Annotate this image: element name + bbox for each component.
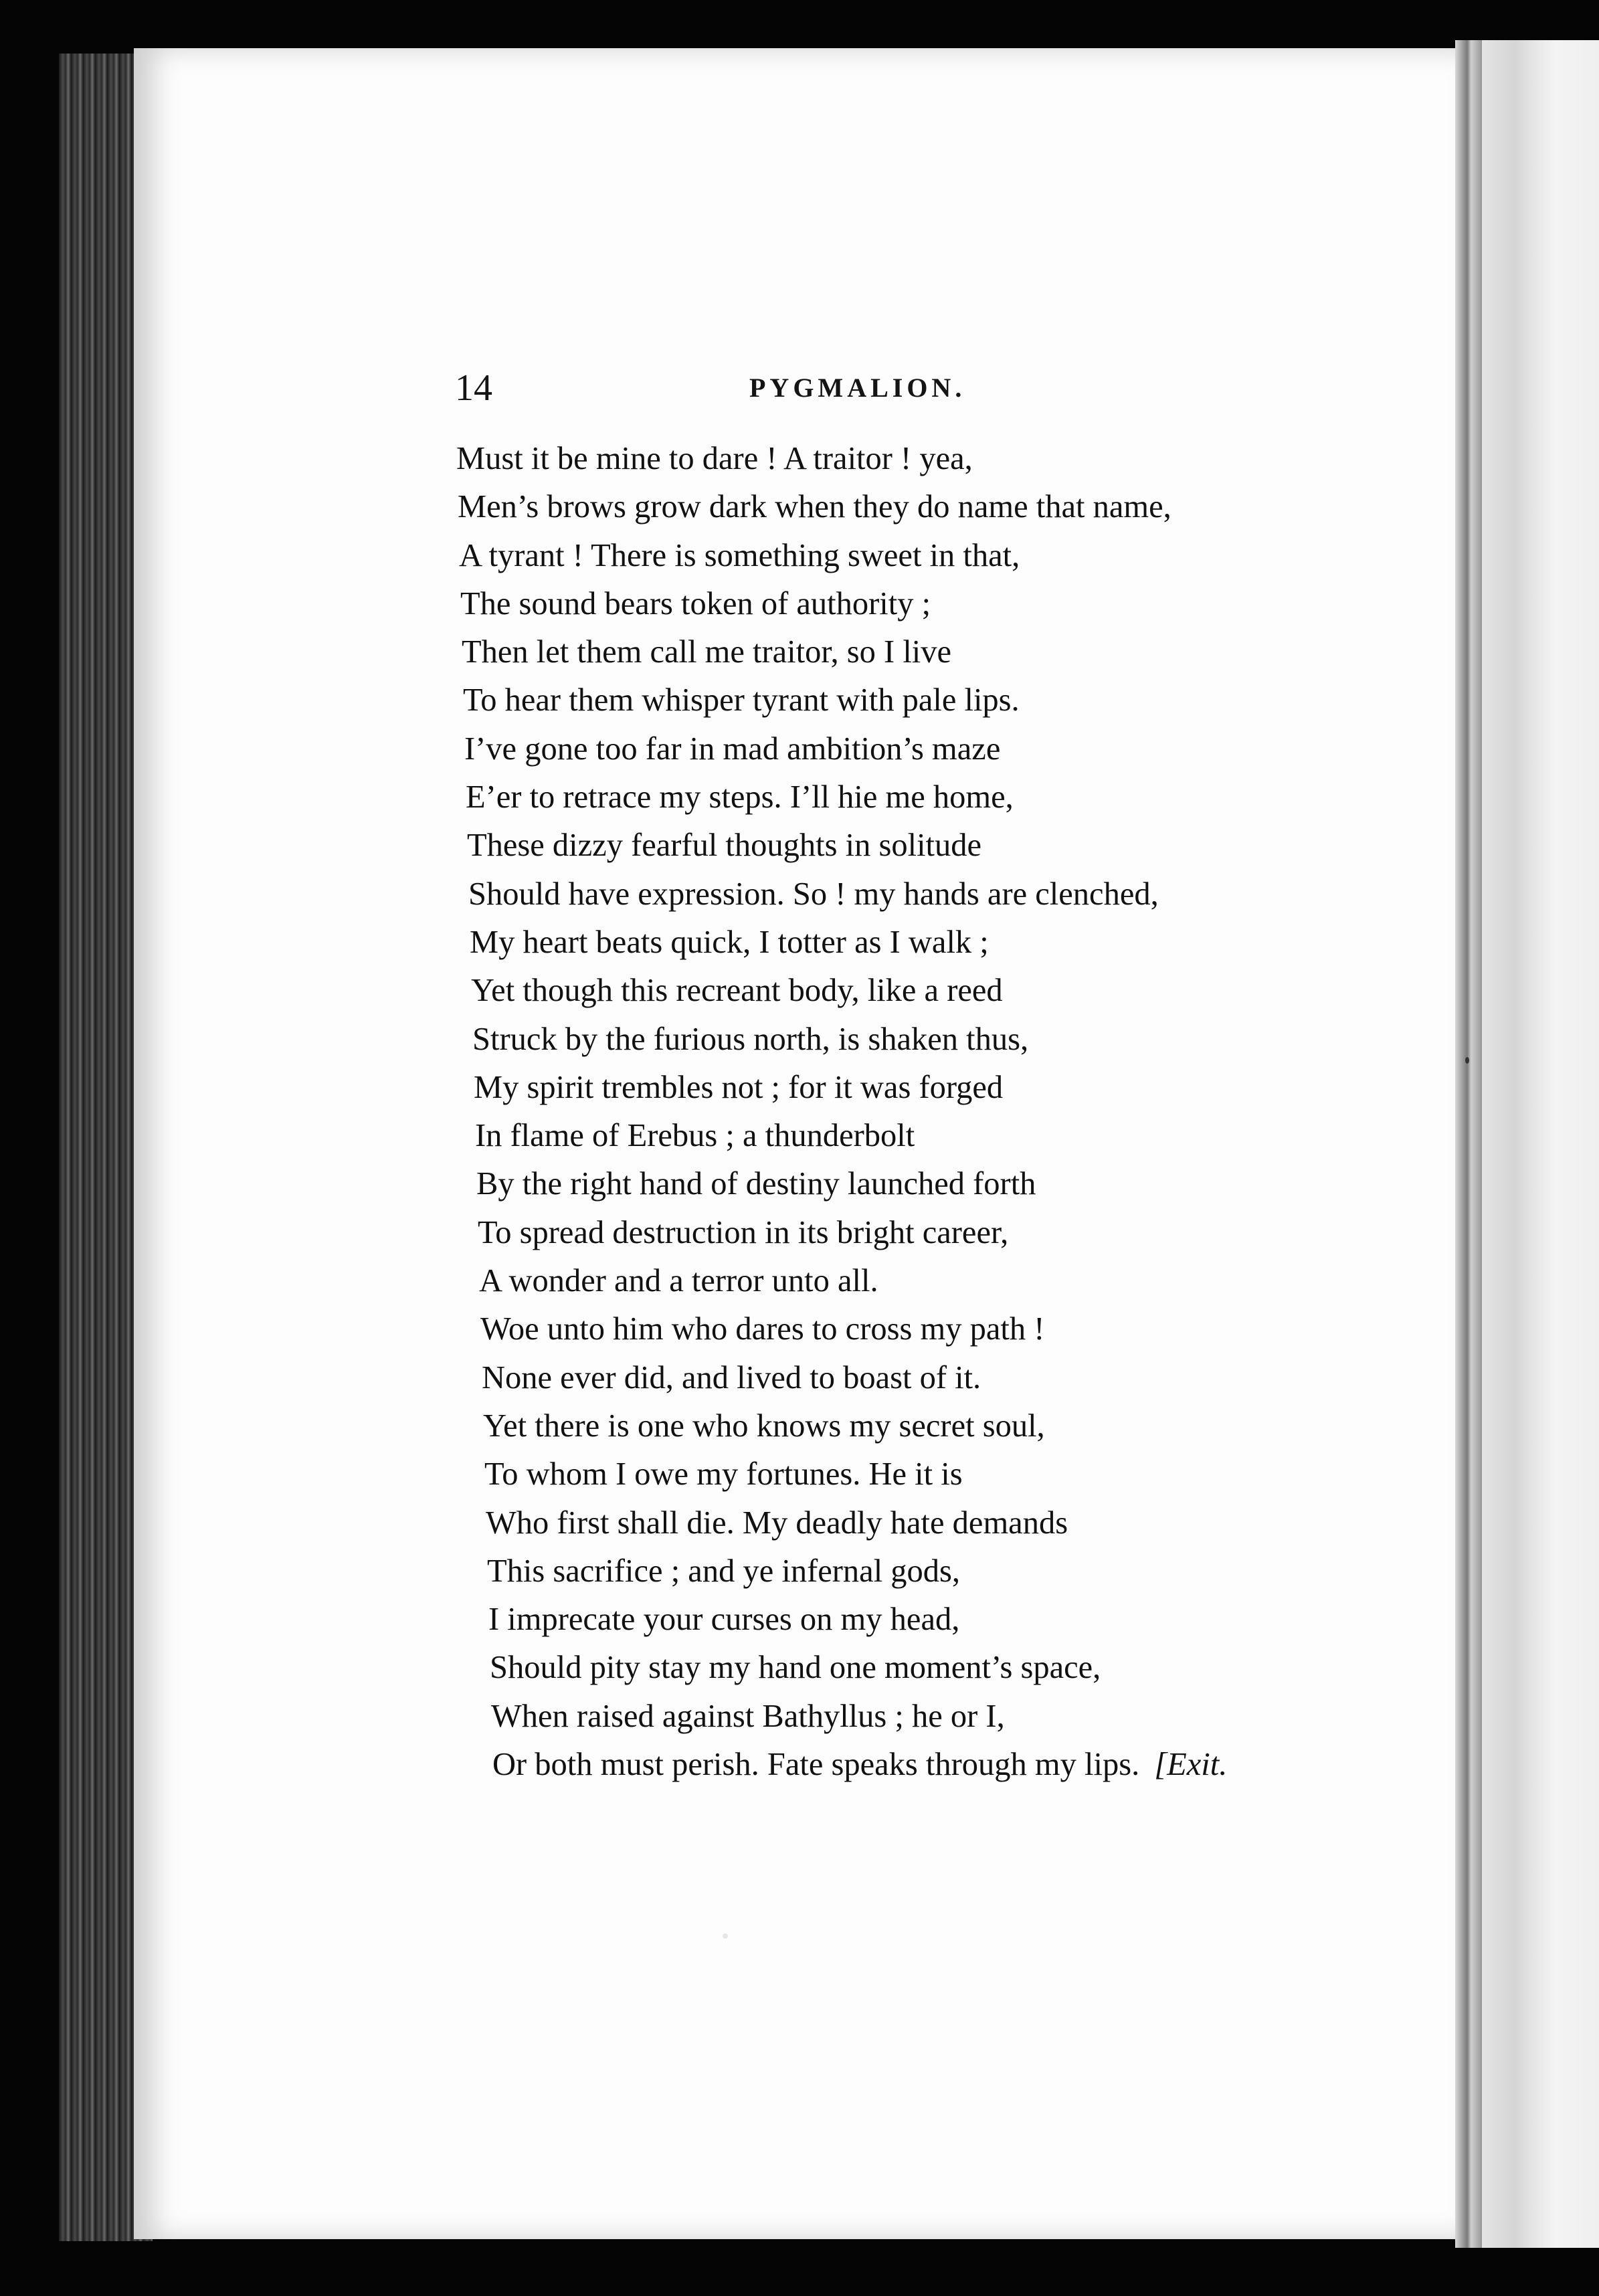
verse-line: By the right hand of destiny launched forth — [476, 1166, 1036, 1202]
verse-line: In flame of Erebus ; a thunderbolt — [475, 1118, 915, 1154]
verse-line: I imprecate your curses on my head, — [488, 1602, 960, 1638]
page-number: 14 — [455, 367, 492, 409]
paper-speck — [1465, 1057, 1469, 1064]
verse-line: The sound bears token of authority ; — [460, 585, 931, 621]
stage-direction-exit: [Exit. — [1154, 1747, 1228, 1783]
verse-line: Should pity stay my hand one moment’s space, — [490, 1650, 1101, 1686]
verse-line: My heart beats quick, I totter as I walk ; — [470, 924, 989, 960]
verse-line: Yet though this recreant body, like a reed — [471, 973, 1003, 1009]
running-title: PYGMALION. — [749, 373, 966, 403]
verse-line: Yet there is one who knows my secret soul, — [483, 1408, 1045, 1444]
verse-line: Must it be mine to dare ! A traitor ! yea, — [456, 441, 973, 476]
verse-line-text: Or both must perish. Fate speaks through my lips. — [492, 1747, 1140, 1783]
verse-line: None ever did, and lived to boast of it. — [482, 1359, 981, 1396]
adjacent-page-shadow — [1475, 40, 1556, 2248]
verse-line: Then let them call me traitor, so I live — [462, 634, 952, 670]
verse-line-final — [455, 1741, 1325, 1789]
verse-line: Who first shall die. My deadly hate demands — [486, 1505, 1068, 1541]
verse-line: To hear them whisper tyrant with pale lips. — [463, 682, 1020, 719]
verse-line: I’ve gone too far in mad ambition’s maze — [464, 731, 1001, 767]
verse-line: Men’s brows grow dark when they do name that name, — [458, 489, 1171, 525]
verse-line: To spread destruction in its bright career, — [478, 1214, 1009, 1250]
paper-speck — [723, 1933, 728, 1939]
verse-line: My spirit trembles not ; for it was forged — [474, 1069, 1004, 1105]
verse-block — [455, 435, 1325, 1789]
verse-line: Woe unto him who dares to cross my path ! — [480, 1311, 1045, 1347]
running-head — [455, 367, 1258, 420]
verse-line: To whom I owe my fortunes. He it is — [484, 1456, 963, 1493]
verse-line: Struck by the furious north, is shaken thus, — [472, 1021, 1029, 1057]
verse-line: Should have expression. So ! my hands are clenched, — [468, 876, 1159, 912]
verse-line: E’er to retrace my steps. I’ll hie me home, — [466, 779, 1014, 816]
verse-line: When raised against Bathyllus ; he or I, — [491, 1698, 1005, 1734]
verse-line: These dizzy fearful thoughts in solitude — [467, 828, 982, 864]
verse-line: This sacrifice ; and ye infernal gods, — [487, 1553, 961, 1589]
verse-line: A wonder and a terror unto all. — [479, 1263, 878, 1299]
verse-line: A tyrant ! There is something sweet in that, — [459, 537, 1020, 573]
